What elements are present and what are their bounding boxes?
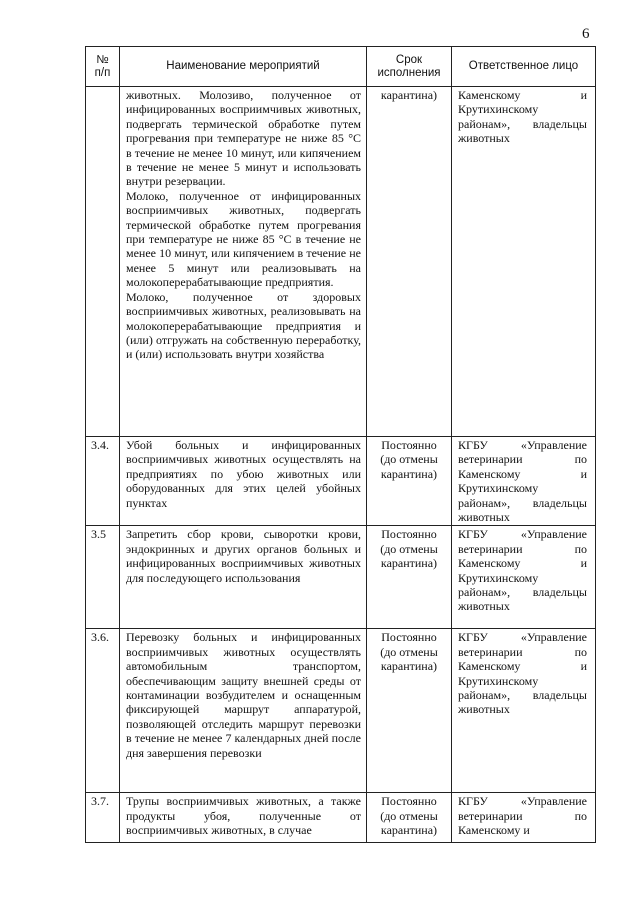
responsible-text: КГБУ «Управление ветеринарии по Каменскому и [452,793,596,843]
term-text: Постоянно (до отмены карантина) [367,793,452,843]
measure-text: Трупы восприимчивых животных, а также продукты убоя, полученные от восприимчивых животных, в случае [120,793,367,843]
row-number: 3.7. [86,793,120,843]
table-row [86,793,596,843]
responsible-text: КГБУ «Управление ветеринарии по Каменскому и Крутихинскому районам», владельцы животных [452,629,596,793]
header-name: Наименование мероприятий [120,47,367,87]
table-row [86,526,596,629]
table-header-row [86,47,596,87]
row-number: 3.4. [86,437,120,526]
measure-text: Перевозку больных и инфицированных восприимчивых животных осуществлять автомобильным транспортом, обеспечивающим защиту внешней среды от контаминации возбудителем и оснащенным фиксирующей маршрут аппаратурой, позволяющей отследить маршрут перевозки в течение не менее 7 календарных дней после дня завершения перевозки [120,629,367,793]
measure-text: Убой больных и инфицированных восприимчивых животных осуществлять на предприятиях по убою животных или оборудованных для этих целей убойных пунктах [120,437,367,526]
header-responsible: Ответственное лицо [452,47,596,87]
row-number: 3.6. [86,629,120,793]
responsible-text: КГБУ «Управление ветеринарии по Каменскому и Крутихинскому районам», владельцы животных [452,526,596,629]
header-num: № п/п [86,47,120,87]
row-number: 3.5 [86,526,120,629]
header-term: Срок исполнения [367,47,452,87]
table-row [86,87,596,437]
term-text: карантина) [367,87,452,437]
responsible-text: Каменскому и Крутихинскому районам», владельцы животных [452,87,596,437]
measures-table [85,46,596,843]
term-text: Постоянно (до отмены карантина) [367,437,452,526]
responsible-text: КГБУ «Управление ветеринарии по Каменскому и Крутихинскому районам», владельцы животных [452,437,596,526]
page-number: 6 [582,26,590,42]
measure-text: Запретить сбор крови, сыворотки крови, эндокринных и других органов больных и инфицированных восприимчивых животных для последующего использования [120,526,367,629]
table-row [86,437,596,526]
term-text: Постоянно (до отмены карантина) [367,526,452,629]
term-text: Постоянно (до отмены карантина) [367,629,452,793]
row-number [86,87,120,437]
measure-text: животных. Молозиво, полученное от инфицированных восприимчивых животных, подвергать термической обработке путем прогревания при температуре не ниже 85 °С в течение не менее 10 минут, или кипячением в течение не менее 5 минут и использовать внутри резервации. Молоко, полученное от инфицированных восприимчивых животных, подвергать термической обработке путем прогревания при температуре не ниже 85 °С в течение не менее 10 минут, или кипячением в течение не менее 5 минут или реализовывать на молокоперерабатывающие предприятия. Молоко, полученное от здоровых восприимчивых животных, реализовывать на молокоперерабатывающие предприятия и (или) отгружать на собственную переработку, и (или) использовать внутри хозяйства [120,87,367,437]
table-row [86,629,596,793]
